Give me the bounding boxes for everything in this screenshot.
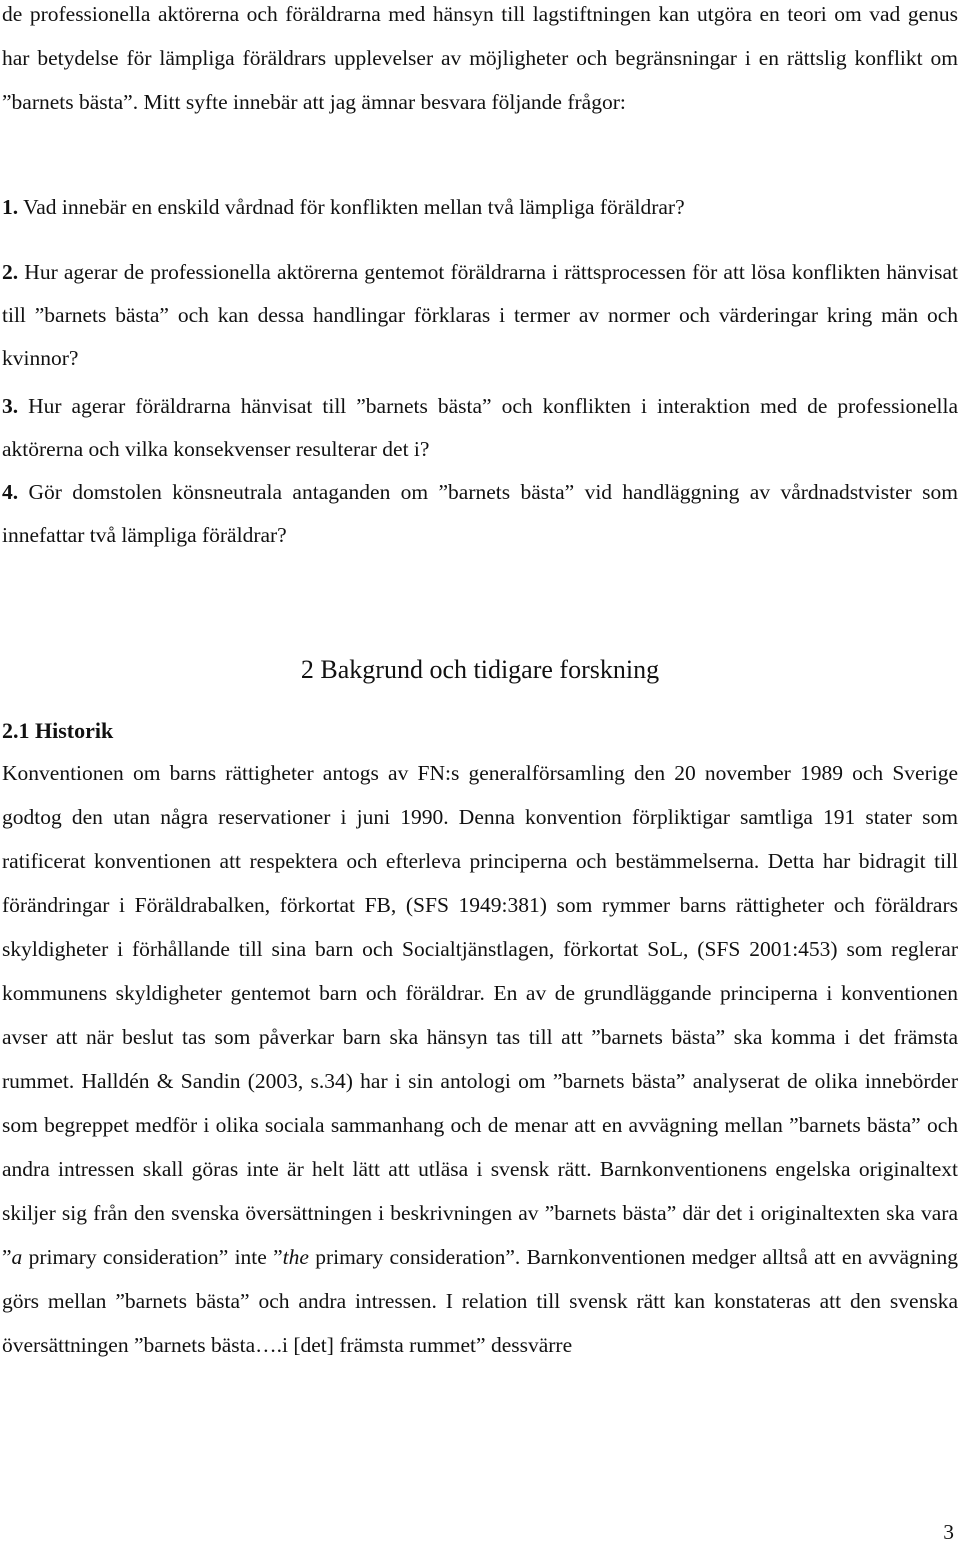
question-text: Hur agerar föräldrarna hänvisat till ”barnets bästa” och konflikten i interaktion med de professionella aktörerna och vilka konsekvenser resulterar det i? (2, 394, 959, 461)
question-text: Hur agerar de professionella aktörerna gentemot föräldrarna i rättsprocessen för att lösa konflikten hänvisat till ”barnets bästa” och kan dessa handlingar förklaras i termer av normer och värderingar kring män och kvinnor? (2, 260, 959, 370)
chapter-heading-text: 2 Bakgrund och tidigare forskning (300, 655, 660, 684)
body-text-part2: primary consideration” inte ” (22, 1245, 283, 1269)
question-item (2, 471, 958, 557)
question-item (2, 186, 958, 229)
body-paragraph (2, 751, 958, 1367)
body-text-part1: Konventionen om barns rättigheter antogs av FN:s generalförsamling den 20 november 1989 och Sverige godtog den utan några reservationer i juni 1990. Denna konvention förpliktigar samtliga 191 stater som ratificerat konventionen att respektera och efterleva principerna och bestämmelserna. Detta har bidragit till förändringar i Föräldrabalken, förkortat FB, (SFS 1949:381) som rymmer barns rättigheter och föräldrars skyldigheter i förhållande till sina barn och Socialtjänstlagen, förkortat SoL, (SFS 2001:453) som reglerar kommunens skyldigheter gentemot barn och föräldrar. En av de grundläggande principerna i konventionen avser att när beslut tas som påverkar barn ska hänsyn tas till att ”barnets bästa” ska komma i det främsta rummet. Halldén & Sandin (2003, s.34) har i sin antologi om ”barnets bästa” analyserat de olika innebörder som begreppet medför i olika sociala sammanhang och de menar att en avvägning mellan ”barnets bästa” och andra intressen skall göras inte är helt lätt att utläsa i svensk rätt. Barnkonventionens engelska originaltext skiljer sig från den svenska översättningen i beskrivningen av ”barnets bästa” där det i originaltexten ska vara ” (2, 761, 958, 1269)
page-number: 3 (943, 1520, 954, 1544)
question-number: 4. (2, 480, 19, 504)
question-number: 2. (2, 260, 19, 284)
chapter-heading (0, 648, 960, 692)
question-text: Vad innebär en enskild vårdnad för konflikten mellan två lämpliga föräldrar? (23, 195, 685, 219)
question-text: Gör domstolen könsneutrala antaganden om ”barnets bästa” vid handläggning av vårdnadstvister som innefattar två lämpliga föräldrar? (2, 480, 958, 547)
intro-paragraph: de professionella aktörerna och föräldrarna med hänsyn till lagstiftningen kan utgöra en teori om vad genus har betydelse för lämpliga föräldrars upplevelser av möjligheter och begränsningar i en rättslig konflikt om ”barnets bästa”. Mitt syfte innebär att jag ämnar besvara följande frågor: (2, 2, 958, 114)
question-number: 3. (2, 394, 19, 418)
body-italic-a: a (11, 1245, 23, 1269)
question-item (2, 385, 958, 471)
body-text-part3: primary consideration”. Barnkonventionen medger alltså att en avvägning görs mellan ”barnets bästa” och andra intressen. I relation till svensk rätt kan konstateras att den svenska översättningen ”barnets bästa….i [det] främsta rummet” dessvärre (2, 1245, 958, 1357)
section-heading: 2.1 Historik (2, 718, 114, 743)
body-italic-the: the (282, 1245, 309, 1269)
question-number: 1. (2, 195, 19, 219)
question-item (2, 251, 958, 380)
